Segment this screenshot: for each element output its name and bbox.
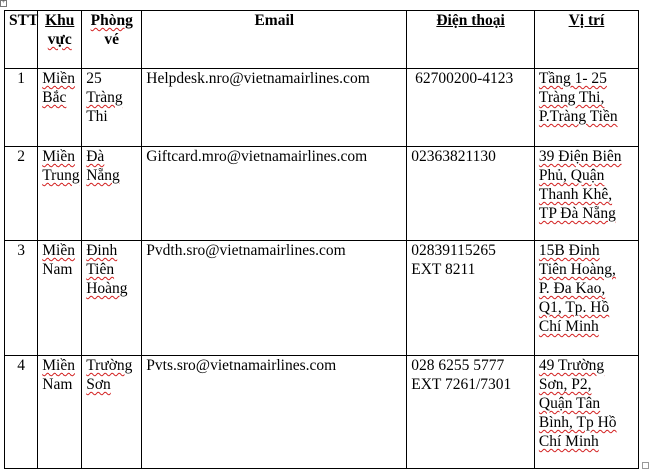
- row-phone: [407, 69, 535, 147]
- location-line: P. Đa Kao,: [538, 280, 606, 297]
- row-area: [38, 241, 82, 356]
- area-line: Miền: [42, 148, 75, 165]
- office-line: Hoàng: [86, 280, 128, 297]
- row-email[interactable]: Pvdth.sro@vietnamairlines.com: [142, 241, 407, 356]
- row-office: [82, 147, 142, 241]
- location-line: Sơn, P2,: [538, 376, 592, 393]
- header-office-line2: vé: [104, 31, 120, 48]
- header-phone-label: Điện thoại: [436, 12, 505, 29]
- header-location-label: Vị trí: [568, 12, 605, 29]
- table-row: [5, 241, 639, 356]
- office-line: Sơn: [86, 376, 111, 393]
- table-row: [5, 69, 639, 147]
- header-location: [534, 11, 638, 69]
- office-line: Đinh: [86, 242, 118, 259]
- location-line: Phủ, Quận: [538, 167, 605, 184]
- row-phone: [407, 356, 535, 469]
- location-line: Q1, Tp. Hồ: [538, 299, 610, 316]
- office-contact-table: [4, 10, 639, 469]
- row-area: [38, 356, 82, 469]
- phone-line: 02839115265: [411, 242, 496, 259]
- location-line: TP Đà Nẵng: [538, 205, 616, 222]
- header-area-line2: vực: [47, 31, 72, 48]
- location-line: Chí Minh: [538, 433, 599, 450]
- row-phone: [407, 241, 535, 356]
- header-office-line1: Phòng: [90, 12, 133, 29]
- location-line: Bình, Tp Hồ: [538, 414, 617, 431]
- header-area: [38, 11, 82, 69]
- row-email[interactable]: Giftcard.mro@vietnamairlines.com: [142, 147, 407, 241]
- location-line: 49 Trường: [538, 357, 605, 374]
- area-line: Bắc: [42, 89, 67, 106]
- table-resize-handle[interactable]: [642, 462, 649, 469]
- office-line: Tiên: [86, 261, 115, 278]
- header-email: Email: [142, 11, 407, 69]
- location-line: Tiên Hoàng,: [538, 261, 616, 278]
- header-office: [82, 11, 142, 69]
- area-line: Miền: [42, 70, 75, 87]
- area-line: Trung: [42, 167, 80, 184]
- location-line: 15B Đinh: [538, 242, 600, 259]
- location-line: Tầng 1- 25: [538, 70, 607, 87]
- office-line: Tràng: [86, 89, 123, 106]
- location-line: P.Tràng Tiền: [538, 108, 618, 125]
- row-stt: 4: [5, 356, 38, 469]
- row-location: [534, 356, 638, 469]
- area-line: Miền: [42, 357, 75, 374]
- row-area: [38, 147, 82, 241]
- table-header-row: [5, 11, 639, 69]
- office-line: Thi: [86, 108, 108, 125]
- header-phone: [407, 11, 535, 69]
- location-line: Tràng Thi,: [538, 89, 605, 106]
- table-row: [5, 147, 639, 241]
- row-office: [82, 69, 142, 147]
- location-line: 39 Điện Biên: [538, 148, 622, 165]
- row-email[interactable]: Pvts.sro@vietnamairlines.com: [142, 356, 407, 469]
- office-line: Nẵng: [86, 167, 120, 184]
- phone-line: 62700200-4123: [411, 70, 514, 87]
- location-line: Quận Tân: [538, 395, 601, 412]
- header-stt: STT: [5, 11, 38, 69]
- office-line: Trường: [86, 357, 133, 374]
- row-phone: [407, 147, 535, 241]
- area-line: Nam: [42, 376, 73, 393]
- table-move-handle[interactable]: +: [1, 0, 6, 6]
- office-line: Đà: [86, 148, 105, 165]
- row-stt: 2: [5, 147, 38, 241]
- row-office: [82, 241, 142, 356]
- row-stt: 3: [5, 241, 38, 356]
- office-line: 25: [86, 70, 102, 87]
- table-row: [5, 356, 639, 469]
- phone-line: EXT 8211: [411, 261, 476, 278]
- row-location: [534, 241, 638, 356]
- location-line: Chí Minh: [538, 318, 599, 335]
- row-email[interactable]: Helpdesk.nro@vietnamairlines.com: [142, 69, 407, 147]
- row-location: [534, 147, 638, 241]
- row-location: [534, 69, 638, 147]
- phone-line: 028 6255 5777: [411, 357, 505, 374]
- header-area-line1: Khu: [45, 12, 75, 29]
- phone-line: EXT 7261/7301: [411, 376, 512, 393]
- row-office: [82, 356, 142, 469]
- location-line: Thanh Khê,: [538, 186, 613, 203]
- row-stt: 1: [5, 69, 38, 147]
- phone-line: 02363821130: [411, 148, 496, 165]
- area-line: Miền: [42, 242, 75, 259]
- area-line: Nam: [42, 261, 73, 278]
- row-area: [38, 69, 82, 147]
